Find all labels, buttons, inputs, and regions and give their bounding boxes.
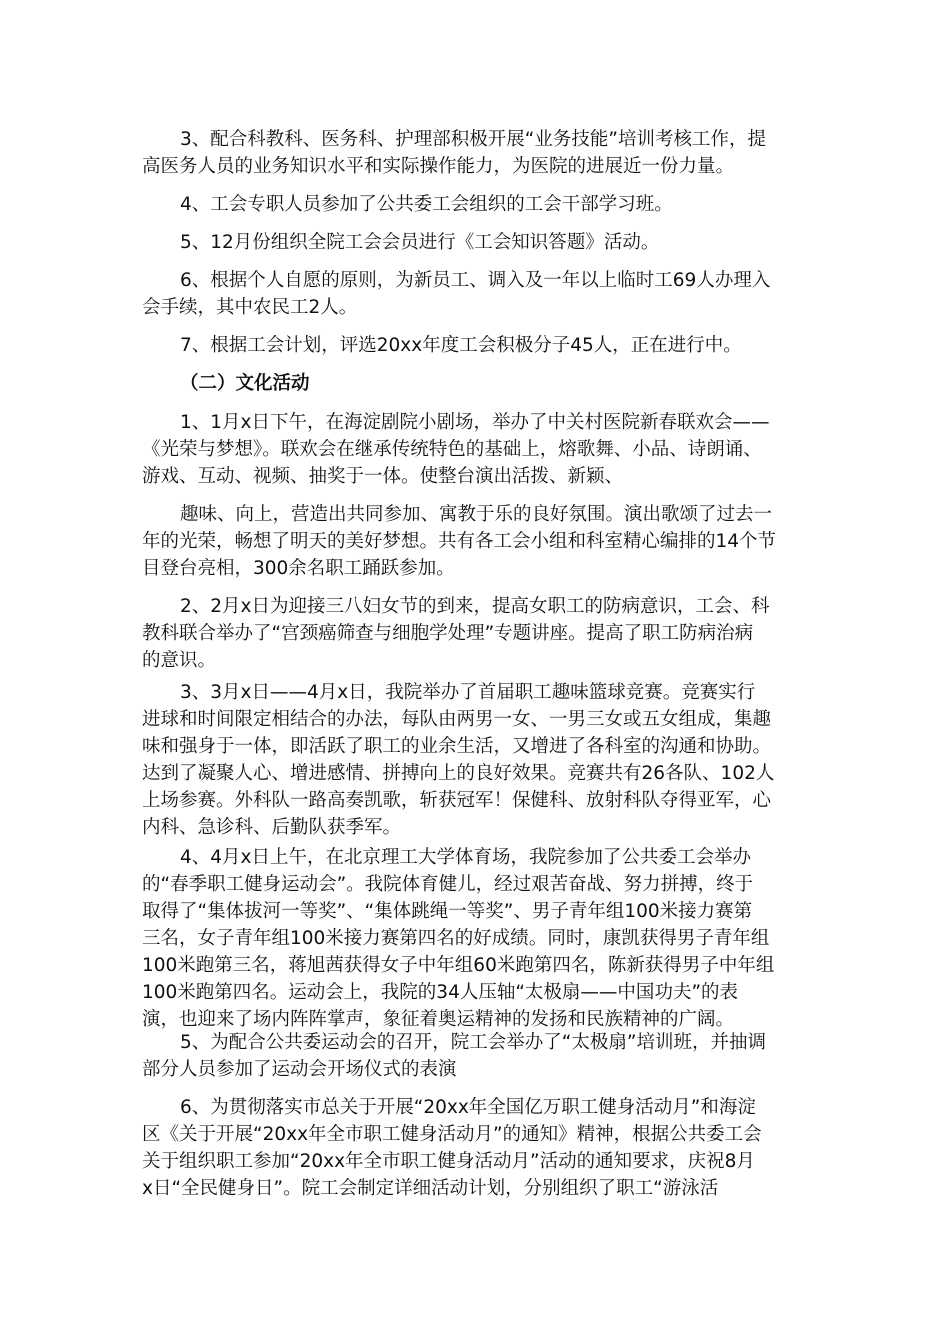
section-heading: （二）文化活动 xyxy=(180,373,310,394)
paragraph-line: 5、12月份组织全院工会会员进行《工会知识答题》活动。 xyxy=(180,232,660,253)
paragraph-line: 味和强身于一体，即活跃了职工的业余生活，又增进了各科室的沟通和协助。 xyxy=(142,736,772,757)
paragraph-culture-1 xyxy=(142,409,810,490)
paragraph-item-6 xyxy=(142,267,810,321)
paragraph-item-4 xyxy=(142,191,810,218)
paragraph-line: 的意识。 xyxy=(142,650,217,671)
paragraph-line: 《光荣与梦想》。联欢会在继承传统特色的基础上，熔歌舞、小品、诗朗诵、 xyxy=(142,439,762,460)
paragraph-line: 100米跑第四名。运动会上，我院的34人压轴“太极扇——中国功夫”的表 xyxy=(142,982,739,1003)
paragraph-line: 部分人员参加了运动会开场仪式的表演 xyxy=(142,1059,457,1080)
paragraph-culture-6 xyxy=(142,1094,810,1202)
paragraph-line: 2、2月x日为迎接三八妇女节的到来，提高女职工的防病意识，工会、科 xyxy=(180,596,770,617)
paragraph-line: 6、根据个人自愿的原则，为新员工、调入及一年以上临时工69人办理入 xyxy=(180,270,771,291)
paragraph-line: 3、3月x日——4月x日，我院举办了首届职工趣味篮球竞赛。竞赛实行 xyxy=(180,682,756,703)
paragraph-line: 的“春季职工健身运动会”。我院体育健儿，经过艰苦奋战、努力拼搏，终于 xyxy=(142,874,754,895)
paragraph-line: 1、1月x日下午，在海淀剧院小剧场，举办了中关村医院新春联欢会—— xyxy=(180,412,770,433)
paragraph-line: 100米跑第三名，蒋旭茜获得女子中年组60米跑第四名，陈新获得男子中年组 xyxy=(142,955,775,976)
paragraph-line: 年的光荣，畅想了明天的美好梦想。共有各工会小组和科室精心编排的14个节 xyxy=(142,531,777,552)
paragraph-line: 4、4月x日上午，在北京理工大学体育场，我院参加了公共委工会举办 xyxy=(180,847,751,868)
paragraph-line: 4、工会专职人员参加了公共委工会组织的工会干部学习班。 xyxy=(180,194,673,215)
paragraph-line: 高医务人员的业务知识水平和实际操作能力，为医院的进展近一份力量。 xyxy=(142,156,735,177)
paragraph-item-7 xyxy=(142,332,810,359)
paragraph-line: 取得了“集体拔河一等奖”、“集体跳绳一等奖”、男子青年组100米接力赛第 xyxy=(142,901,753,922)
paragraph-line: 三名，女子青年组100米接力赛第四名的好成绩。同时，康凯获得男子青年组 xyxy=(142,928,770,949)
paragraph-line: 演，也迎来了场内阵阵掌声，象征着奥运精神的发扬和民族精神的广阔。 xyxy=(142,1009,735,1030)
paragraph-culture-4 xyxy=(142,844,810,1033)
paragraph-culture-2 xyxy=(142,593,810,674)
paragraph-line: 上场参赛。外科队一路高奏凯歌，斩获冠军！保健科、放射科队夺得亚军，心 xyxy=(142,790,772,811)
paragraph-culture-3 xyxy=(142,679,810,841)
paragraph-item-5 xyxy=(142,229,810,256)
paragraph-line: 教科联合举办了“宫颈癌筛查与细胞学处理”专题讲座。提高了职工防病治病 xyxy=(142,623,754,644)
paragraph-line: 内科、急诊科、后勤队获季军。 xyxy=(142,817,402,838)
paragraph-line: 关于组织职工参加“20xx年全市职工健身活动月”活动的通知要求，庆祝8月 xyxy=(142,1151,755,1172)
paragraph-line: 7、根据工会计划，评选20xx年度工会积极分子45人，正在进行中。 xyxy=(180,335,742,356)
paragraph-line: 目登台亮相，300余名职工踊跃参加。 xyxy=(142,558,455,579)
paragraph-item-3 xyxy=(142,126,810,180)
paragraph-line: 达到了凝聚人心、增进感情、拼搏向上的良好效果。竞赛共有26各队、102人 xyxy=(142,763,775,784)
paragraph-line: 趣味、向上，营造出共同参加、寓教于乐的良好氛围。演出歌颂了过去一 xyxy=(180,504,773,525)
paragraph-line: x日“全民健身日”。院工会制定详细活动计划，分别组织了职工“游泳活 xyxy=(142,1178,719,1199)
paragraph-line: 进球和时间限定相结合的办法，每队由两男一女、一男三女或五女组成，集趣 xyxy=(142,709,772,730)
paragraph-line: 区《关于开展“20xx年全市职工健身活动月”的通知》精神，根据公共委工会 xyxy=(142,1124,762,1145)
paragraph-line: 游戏、互动、视频、抽奖于一体。使整台演出活拨、新颖、 xyxy=(142,466,624,487)
paragraph-line: 3、配合科教科、医务科、护理部积极开展“业务技能”培训考核工作，提 xyxy=(180,129,766,150)
paragraph-culture-1-continued xyxy=(142,501,810,582)
paragraph-line: 会手续，其中农民工2人。 xyxy=(142,297,358,318)
paragraph-line: 5、为配合公共委运动会的召开，院工会举办了“太极扇”培训班，并抽调 xyxy=(180,1032,766,1053)
paragraph-culture-5 xyxy=(142,1029,810,1083)
paragraph-line: 6、为贯彻落实市总关于开展“20xx年全国亿万职工健身活动月”和海淀 xyxy=(180,1097,756,1118)
